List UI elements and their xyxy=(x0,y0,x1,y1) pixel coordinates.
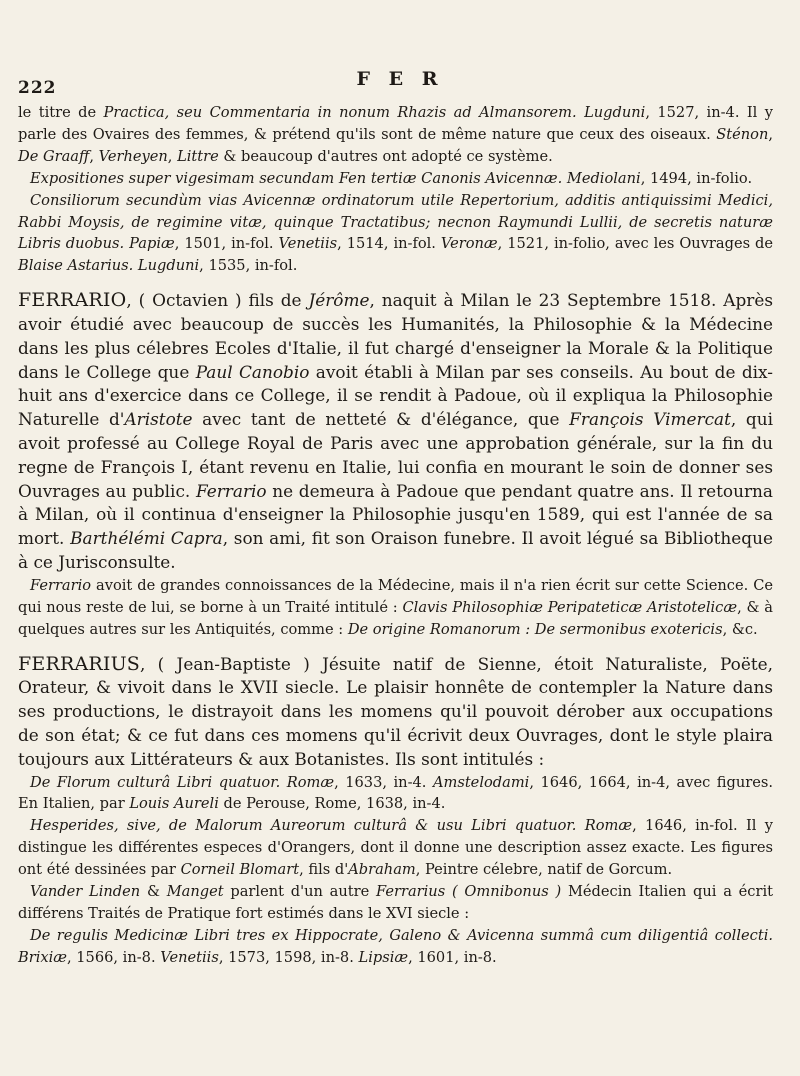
entry-consiliorum: Consiliorum secundùm vias Avicennæ ordinatorum utile Repertorium, additis antiquissimi Medici, Rabbi Moysis, de regimine vitæ, quinque Tractatibus; necnon Raymundi Lullii, de secretis naturæ Libris duobus. Papiæ, 1501, in-fol. Venetiis, 1514, in-fol. Veronæ, 1521, in-folio, avec les Ouvrages de Blaise Astarius. Lugduni, 1535, in-fol. xyxy=(18,191,774,275)
page-number: 222 xyxy=(18,78,57,98)
page-header xyxy=(0,68,800,98)
paragraph-ferrario-works: Ferrario avoit de grandes connoissances de la Médecine, mais il n'a rien écrit sur cette Science. Ce qui nous reste de lui, se borne à un Traité intitulé : Clavis Philosophiæ Peripateticæ Aristotelicæ, & à quelques autres sur les Antiquités, comme : De origine Romanorum : De sermonibus exotericis, &c. xyxy=(18,576,773,638)
running-head: F E R xyxy=(356,68,444,90)
spacer xyxy=(18,641,773,653)
entry-expositiones: Expositiones super vigesimam secundam Fen tertiæ Canonis Avicennæ. Mediolani, 1494, in-folio. xyxy=(30,169,753,187)
spacer xyxy=(18,277,773,289)
entry-hesperides: Hesperides, sive, de Malorum Aureorum culturâ & usu Libri quatuor. Romæ, 1646, in-fol. Il y distingue les différentes especes d'Orangers, dont il donne une description assez exacte. Les figures ont été dessinées par Corneil Blomart, fils d'Abraham, Peintre célebre, natif de Gorcum. xyxy=(18,817,773,879)
entry-de-regulis-medicinae: De regulis Medicinæ Libri tres ex Hippocrate, Galeno & Avicenna summâ cum diligentiâ collecti. Brixiæ, 1566, in-8. Venetiis, 1573, 1598, in-8. Lipsiæ, 1601, in-8. xyxy=(18,926,773,966)
paragraph-practica-continuation: le titre de Practica, seu Commentaria in nonum Rhazis ad Almansorem. Lugduni, 1527, in-4. Il y parle des Ovaires des femmes, & prétend qu'ils sont de même nature que ceux des oiseaux. Sténon, De Graaff, Verheyen, Littre & beaucoup d'autres ont adopté ce système. xyxy=(18,104,773,165)
paragraph-ferrarius-omnibonus: Vander Linden & Manget parlent d'un autre Ferrarius ( Omnibonus ) Médecin Italien qui a écrit différens Traités de Pratique fort estimés dans le XVI siecle : xyxy=(18,883,773,922)
headword-ferrarius: FERRARIUS xyxy=(18,652,141,675)
entry-de-florum-cultura: De Florum culturâ Libri quatuor. Romæ, 1633, in-4. Amstelodami, 1646, 1664, in-4, avec figures. En Italien, par Louis Aureli de Perouse, Rome, 1638, in-4. xyxy=(18,773,773,813)
headword-ferrario: FERRARIO xyxy=(18,289,127,312)
article-ferrario: FERRARIO, ( Octavien ) fils de Jérôme, naquit à Milan le 23 Septembre 1518. Après avoir étudié avec beaucoup de succès les Humanités, la Philosophie & la Médecine dans les plus célebres Ecoles d'Italie, il fut chargé d'enseigner la Morale & la Politique dans le College que Paul Canobio avoit établi à Milan par ses conseils. Au bout de dix-huit ans d'exercice dans ce College, il se rendit à Padoue, où il expliqua la Philosophie Naturelle d'Aristote avec tant de netteté & d'élégance, que François Vimercat, qui avoit professé au College Royal de Paris avec une approbation générale, sur la fin du regne de François I, étant revenu en Italie, lui confia en mourant le soin de donner ses Ouvrages au public. Ferrario ne demeura à Padoue que pendant quatre ans. Il retourna à Milan, où il continua d'enseigner la Philosophie jusqu'en 1589, qui est l'année de sa mort. Barthélémi Capra, son ami, fit son Oraison funebre. Il avoit légué sa Bibliotheque à ce Jurisconsulte. xyxy=(18,289,774,573)
article-ferrarius: FERRARIUS, ( Jean-Baptiste ) Jésuite natif de Sienne, étoit Naturaliste, Poëte, Orateur, & vivoit dans le XVII siecle. Le plaisir honnête de contempler la Nature dans ses productions, le distrayoit dans les momens qu'il pouvoit dérober aux occupations de son état; & ce fut dans ces momens qu'il écrivit deux Ouvrages, dont le style plaira toujours aux Littérateurs & aux Botanistes. Ils sont intitulés : xyxy=(18,652,773,769)
page-body xyxy=(18,102,773,969)
